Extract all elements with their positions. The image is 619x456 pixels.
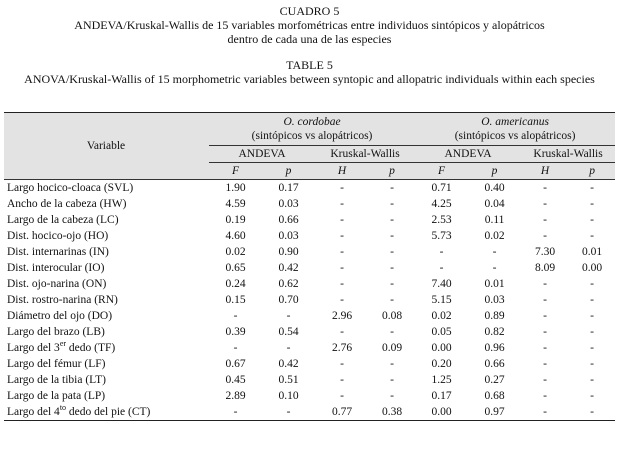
value-cell: -	[543, 278, 547, 290]
value-cell: 0.00	[431, 342, 452, 354]
value-cell: 0.82	[484, 326, 505, 338]
label-text: Largo del fémur (LF)	[7, 358, 106, 370]
value-cell: 0.02	[225, 246, 246, 258]
stat-header: p	[262, 163, 315, 180]
label-text: Dist. ojo-narina (ON)	[7, 278, 107, 290]
stat-header: p	[369, 163, 415, 180]
value-cell: 0.62	[278, 278, 299, 290]
stat-header: F	[209, 163, 262, 180]
value-cell: -	[262, 404, 315, 421]
value-cell: -	[590, 342, 594, 354]
value-cell: 0.17	[278, 182, 299, 194]
value-cell: 0.42	[278, 358, 299, 370]
table-row	[4, 340, 615, 356]
caption-es-label: CUADRO 5	[279, 4, 340, 18]
value-cell: 1.25	[431, 374, 452, 386]
test-header: ANDEVA	[209, 146, 315, 163]
value-cell: -	[590, 278, 594, 290]
table-row	[4, 276, 615, 292]
stat-header: p	[468, 163, 521, 180]
value-cell: -	[340, 230, 344, 242]
value-cell: 0.38	[369, 404, 415, 421]
value-cell: -	[543, 294, 547, 306]
species-1-name: O. cordobae	[283, 116, 341, 128]
variable-header: Variable	[4, 113, 209, 180]
row-variable-label	[4, 228, 209, 244]
value-cell: 0.01	[582, 246, 603, 258]
species-header-1	[209, 113, 415, 146]
value-cell: -	[543, 326, 547, 338]
table-row	[4, 260, 615, 276]
value-cell: -	[340, 246, 344, 258]
test-header: Kruskal-Wallis	[521, 146, 615, 163]
row-variable-label	[4, 308, 209, 324]
value-cell: -	[521, 404, 569, 421]
row-variable-label	[4, 292, 209, 308]
label-superscript: er	[59, 339, 67, 349]
value-cell: -	[340, 390, 344, 402]
species-header-2	[415, 113, 615, 146]
value-cell: 0.03	[278, 198, 299, 210]
value-cell: -	[543, 390, 547, 402]
value-cell: 0.03	[278, 230, 299, 242]
value-cell: 5.15	[431, 294, 452, 306]
stat-header: H	[521, 163, 569, 180]
table-row	[4, 308, 615, 324]
value-cell: 0.09	[381, 342, 403, 354]
value-cell: 0.04	[484, 198, 505, 210]
table-row	[4, 196, 615, 212]
caption-es-title-line1: ANDEVA/Kruskal-Wallis de 15 variables morfométricas entre individuos sintópicos y alopátricos	[74, 18, 545, 32]
table-container	[4, 112, 615, 421]
morphometric-table	[4, 112, 615, 421]
value-cell: 0.08	[381, 310, 403, 322]
value-cell: -	[543, 374, 547, 386]
value-cell: 0.17	[431, 390, 452, 402]
table-row	[4, 228, 615, 244]
value-cell: -	[543, 358, 547, 370]
value-cell: -	[390, 182, 394, 194]
value-cell: -	[590, 390, 594, 402]
value-cell: -	[543, 182, 547, 194]
value-cell: -	[439, 262, 444, 274]
value-cell: -	[390, 390, 394, 402]
test-header: Kruskal-Wallis	[315, 146, 415, 163]
label-text: Largo de la tibia (LT)	[7, 374, 106, 386]
table-row	[4, 244, 615, 260]
value-cell: -	[590, 294, 594, 306]
value-cell: 0.03	[484, 294, 505, 306]
value-cell: -	[543, 230, 547, 242]
value-cell: 0.11	[484, 214, 505, 226]
value-cell: -	[492, 262, 497, 274]
value-cell: 4.59	[225, 198, 246, 210]
value-cell: 2.76	[331, 342, 353, 354]
value-cell: -	[590, 182, 594, 194]
value-cell: -	[340, 358, 344, 370]
value-cell: -	[390, 294, 394, 306]
header-row-species	[4, 113, 615, 146]
label-superscript: to	[59, 403, 67, 413]
value-cell: 0.02	[484, 230, 505, 242]
label-text: Dist. hocico-ojo (HO)	[7, 230, 109, 242]
row-variable-label	[4, 340, 209, 356]
value-cell: -	[543, 342, 547, 354]
value-cell: -	[340, 294, 344, 306]
label-text: Ancho de la cabeza (HW)	[7, 198, 127, 210]
label-text: Largo del 4	[7, 406, 60, 418]
table-row	[4, 324, 615, 340]
value-cell: 0.05	[431, 326, 452, 338]
value-cell: -	[233, 342, 238, 354]
value-cell: 0.27	[484, 374, 505, 386]
value-cell: -	[543, 214, 547, 226]
value-cell: 0.24	[225, 278, 246, 290]
value-cell: 0.42	[278, 262, 299, 274]
value-cell: -	[390, 374, 394, 386]
label-text: Dist. interocular (IO)	[7, 262, 105, 274]
value-cell: -	[543, 198, 547, 210]
value-cell: 0.65	[225, 262, 246, 274]
table-row	[4, 372, 615, 388]
value-cell: 2.53	[431, 214, 452, 226]
row-variable-label	[4, 260, 209, 276]
table-row	[4, 404, 615, 421]
value-cell: 4.60	[225, 230, 246, 242]
stat-header: H	[315, 163, 369, 180]
value-cell: -	[390, 230, 394, 242]
value-cell: 0.00	[582, 262, 603, 274]
value-cell: 0.71	[431, 182, 452, 194]
species-1-comparison: (sintópicos vs alopátricos)	[251, 130, 373, 142]
value-cell: -	[390, 198, 394, 210]
value-cell: 0.39	[225, 326, 246, 338]
table-body	[4, 180, 615, 421]
value-cell: 0.20	[431, 358, 452, 370]
value-cell: 0.67	[225, 358, 246, 370]
stat-header: p	[569, 163, 615, 180]
row-variable-label	[4, 356, 209, 372]
caption-en-title: ANOVA/Kruskal-Wallis of 15 morphometric variables between syntopic and allopatric individuals within each species	[24, 72, 595, 86]
value-cell: -	[390, 214, 394, 226]
test-header: ANDEVA	[415, 146, 521, 163]
value-cell: -	[590, 230, 594, 242]
value-cell: -	[340, 182, 344, 194]
value-cell: 0.19	[225, 214, 246, 226]
value-cell: -	[390, 358, 394, 370]
row-variable-label	[4, 404, 209, 421]
label-text: Dist. rostro-narina (RN)	[7, 294, 118, 306]
value-cell: -	[390, 246, 394, 258]
value-cell: 0.90	[278, 246, 299, 258]
label-text: Dist. internarinas (IN)	[7, 246, 109, 258]
value-cell: -	[590, 310, 594, 322]
label-text: Largo del brazo (LB)	[7, 326, 105, 338]
species-2-comparison: (sintópicos vs alopátricos)	[454, 130, 576, 142]
row-variable-label	[4, 276, 209, 292]
table-row	[4, 356, 615, 372]
stat-header: F	[415, 163, 468, 180]
value-cell: -	[590, 198, 594, 210]
value-cell: -	[340, 262, 344, 274]
value-cell: -	[590, 374, 594, 386]
label-text-end: dedo (TF)	[66, 342, 116, 354]
table-row	[4, 180, 615, 197]
value-cell: -	[286, 310, 291, 322]
label-text: Largo del 3	[7, 342, 60, 354]
value-cell: 0.15	[225, 294, 246, 306]
value-cell: 0.96	[484, 342, 505, 354]
label-text: Largo de la pata (LP)	[7, 390, 106, 402]
value-cell: 0.70	[278, 294, 299, 306]
table-row	[4, 292, 615, 308]
value-cell: -	[340, 278, 344, 290]
value-cell: -	[390, 262, 394, 274]
value-cell: 0.66	[278, 214, 299, 226]
value-cell: 0.02	[431, 310, 452, 322]
value-cell: -	[390, 278, 394, 290]
value-cell: 0.10	[278, 390, 299, 402]
value-cell: -	[590, 326, 594, 338]
row-variable-label	[4, 180, 209, 197]
value-cell: -	[590, 358, 594, 370]
value-cell: 0.77	[315, 404, 369, 421]
value-cell: 0.97	[468, 404, 521, 421]
value-cell: 0.45	[225, 374, 246, 386]
value-cell: -	[439, 246, 444, 258]
value-cell: 2.96	[331, 310, 353, 322]
value-cell: -	[543, 310, 547, 322]
value-cell: 0.89	[484, 310, 505, 322]
value-cell: -	[209, 404, 262, 421]
label-text-end: dedo del pie (CT)	[66, 406, 151, 418]
value-cell: -	[492, 246, 497, 258]
value-cell: 8.09	[534, 262, 556, 274]
row-variable-label	[4, 372, 209, 388]
label-text: Largo hocico-cloaca (SVL)	[7, 182, 134, 194]
row-variable-label	[4, 196, 209, 212]
table-row	[4, 212, 615, 228]
caption-es-title-line2: dentro de cada una de las especies	[227, 32, 392, 46]
value-cell: 4.25	[431, 198, 452, 210]
value-cell: 5.73	[431, 230, 452, 242]
row-variable-label	[4, 388, 209, 404]
table-row	[4, 388, 615, 404]
value-cell: -	[569, 404, 615, 421]
value-cell: 1.90	[225, 182, 246, 194]
value-cell: 0.66	[484, 358, 505, 370]
value-cell: 2.89	[225, 390, 246, 402]
value-cell: -	[233, 310, 238, 322]
value-cell: 0.40	[484, 182, 505, 194]
species-2-name: O. americanus	[481, 116, 549, 128]
value-cell: -	[286, 342, 291, 354]
value-cell: 7.30	[534, 246, 556, 258]
label-text: Largo de la cabeza (LC)	[7, 214, 119, 226]
value-cell: -	[340, 198, 344, 210]
value-cell: -	[590, 214, 594, 226]
row-variable-label	[4, 324, 209, 340]
row-variable-label	[4, 244, 209, 260]
value-cell: 0.68	[484, 390, 505, 402]
value-cell: 0.54	[278, 326, 299, 338]
value-cell: 0.00	[415, 404, 468, 421]
value-cell: -	[340, 374, 344, 386]
value-cell: -	[390, 326, 394, 338]
caption-en-label: TABLE 5	[286, 58, 333, 72]
label-text: Diámetro del ojo (DO)	[7, 310, 113, 322]
value-cell: 0.01	[484, 278, 505, 290]
value-cell: 7.40	[431, 278, 452, 290]
value-cell: -	[340, 326, 344, 338]
row-variable-label	[4, 212, 209, 228]
value-cell: -	[340, 214, 344, 226]
value-cell: 0.51	[278, 374, 299, 386]
